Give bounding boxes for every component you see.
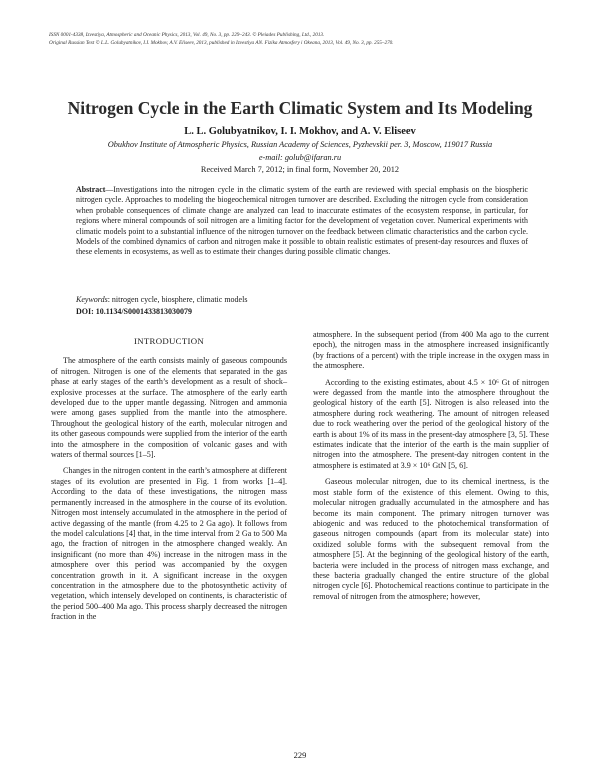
author-affiliation: Obukhov Institute of Atmospheric Physics, Russian Academy of Sciences, Pyzhevskii per. 3, Moscow, 119017 Russia bbox=[107, 140, 493, 149]
keywords bbox=[76, 294, 528, 305]
right-column bbox=[313, 330, 549, 602]
left-column bbox=[51, 336, 287, 623]
journal-header bbox=[49, 31, 559, 47]
intro-paragraph: Gaseous molecular nitrogen, due to its chemical inertness, is the most stable form of the existence of this element. Owing to this, molecular nitrogen gradually accumulated in the atmosphere and has become its main component. The primary nitrogen turnover was abiogenic and was reduced to the photochemical transformation of gaseous nitrogen compounds (apart from its molecular state) into oxidized soluble forms with the subsequent removal from the atmosphere [5]. At the beginning of the geological history of the earth, bacteria were included in the process of nitrogen mass exchange, and these bacteria gradually changed the entire structure of the global nitrogen cycle [6]. Photochemical reactions continue to participate in the removal of nitrogen from the atmosphere; however, bbox=[313, 477, 549, 601]
author-email: e-mail: golub@ifaran.ru bbox=[258, 153, 342, 162]
doi: DOI: 10.1134/S0001433813030079 bbox=[76, 307, 193, 316]
article-authors: L. L. Golubyatnikov, I. I. Mokhov, and A. V. Eliseev bbox=[184, 126, 416, 137]
intro-paragraph: Changes in the nitrogen content in the earth’s atmosphere at different stages of its evolution are presented in Fig. 1 from works [1–4]. According to the data of these investigations, the nitrogen mass permanently increased in the atmosphere in the course of its evolution. Nitrogen most intensely accumulated in the atmosphere in the period of active degassing of the mantle (from 4.25 to 2 Ga ago). It follows from the model calculations [4] that, in the time interval from 2 Ga to 500 Ma ago, the fraction of nitrogen in the atmosphere changed weakly. An insignificant (no more than 4%) increase in the nitrogen mass in the atmosphere over this period was accompanied by the oxygen concentration growth in it. A significant increase in the oxygen concentration in the atmosphere due to the photosynthetic activity of vegetation, which intensely developed on continents, is characteristic of the period 500–400 Ma ago. This process sharply decreased the nitrogen fraction in the bbox=[51, 466, 287, 622]
intro-paragraph: According to the existing estimates, about 4.5 × 10⁶ Gt of nitrogen were degassed from the mantle into the atmosphere throughout the geological history of the earth [5]. Nitrogen is also released into the atmosphere during rock weathering. The amount of nitrogen released due to rock weathering over the period of the geological history of the earth is about 1% of its mass in the present-day atmosphere [3, 5]. These estimates indicate that the interior of the earth is the main supplier of nitrogen into the atmosphere. The present-day nitrogen content in the atmosphere is estimated at 3.9 × 10⁶ GtN [5, 6]. bbox=[313, 377, 549, 470]
article-title: Nitrogen Cycle in the Earth Climatic System and Its Modeling bbox=[67, 98, 533, 118]
received-dates: Received March 7, 2012; in final form, November 20, 2012 bbox=[200, 165, 400, 174]
keywords-label: Keywords bbox=[76, 295, 108, 304]
abstract-label: Abstract bbox=[76, 185, 106, 194]
keywords-text: : nitrogen cycle, biosphere, climatic models bbox=[107, 295, 248, 304]
section-heading-introduction: INTRODUCTION bbox=[133, 336, 205, 346]
abstract bbox=[76, 185, 528, 258]
intro-paragraph: atmosphere. In the subsequent period (from 400 Ma ago to the current epoch), the nitrogen mass in the atmosphere increased insignificantly (by fractions of a percent) with the triple increase in the oxygen mass in the atmosphere. bbox=[313, 330, 549, 371]
header-line-2: Original Russian Text © L.L. Golubyatnikov, I.I. Mokhov, A.V. Eliseev, 2013, published in Izvestiya AN. Fizika Atmosfery i Okeana, 2013, Vol. 49, No. 3, pp. 255–270. bbox=[49, 40, 394, 46]
abstract-text: —Investigations into the nitrogen cycle in the climatic system of the earth are reviewed with special emphasis on the biospheric nitrogen cycle. Approaches to modeling the biogeochemical nitrogen turnover are described. Excluding the nitrogen cycle from consideration when probable consequences of climate change are analyzed can lead to inaccurate estimates of the ecosystem response, in particular, for regions where mineral compounds of soil nitrogen are a limiting factor for the development of vegetation cover. Numerical experiments with climatic models point to a substantial influence of the nitrogen turnover on the feedback between climatic characteristics and the carbon cycle. Models of the combined dynamics of carbon and nitrogen make it possible to obtain realistic estimates of present-day resources and fluxes of these elements in ecosystems, as well as to estimate their changes during possible climatic changes. bbox=[76, 185, 528, 257]
intro-paragraph: The atmosphere of the earth consists mainly of gaseous compounds of nitrogen. Nitrogen is one of the elements that separated in the gas phase at early stages of the earth’s development as a result of shock–explosive processes at the surface. The atmosphere of the early earth developed due to the upper mantle degassing. Nitrogen and ammonia were among gases supplied from the mantle into the atmosphere. Throughout the geological history of the earth, molecular nitrogen and its other gaseous compounds were supplied from the interior of the earth into the atmosphere in the composition of volcanic gases and with waters of thermal sources [1–5]. bbox=[51, 356, 287, 460]
header-line-1: ISSN 0001-4338, Izvestiya, Atmospheric and Oceanic Physics, 2013, Vol. 49, No. 3, pp. 229–243. © Pleiades Publishing, Ltd., 2013. bbox=[49, 32, 325, 38]
page-number: 229 bbox=[293, 750, 307, 760]
